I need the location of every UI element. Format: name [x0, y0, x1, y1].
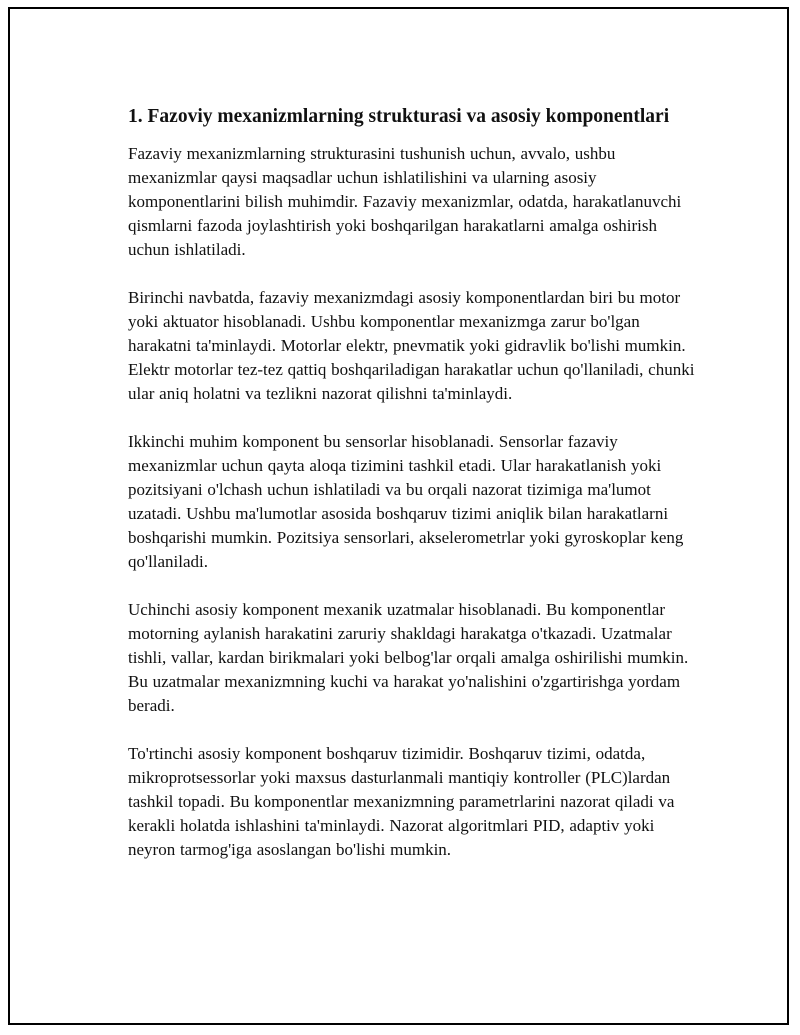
paragraph-intro: Fazaviy mexanizmlarning strukturasini tushunish uchun, avvalo, ushbu mexanizmlar qaysi maqsadlar uchun ishlatilishini va ularning asosiy komponentlarini bilish muhimdir. Fazaviy mexanizmlar, odatda, harakatlanuvchi qismlarni fazoda joylashtirish yoki boshqarilgan harakatlarni amalga oshirish uchun ishlatiladi.	[128, 144, 682, 259]
paragraph-mechanical-transmissions: Uchinchi asosiy komponent mexanik uzatmalar hisoblanadi. Bu komponentlar motorning aylanish harakatini zaruriy shakldagi harakatga o'tkazadi. Uzatmalar tishli, vallar, kardan birikmalari yoki belbog'lar orqali amalga oshirilishi mumkin. Bu uzatmalar mexanizmning kuchi va harakat yo'nalishini o'zgartirishga yordam beradi.	[128, 600, 689, 715]
paragraph-control-system: To'rtinchi asosiy komponent boshqaruv tizimidir. Boshqaruv tizimi, odatda, mikroprotsessorlar yoki maxsus dasturlanmali mantiqiy kontroller (PLC)lardan tashkil topadi. Bu komponentlar mexanizmning parametrlarini nazorat qiladi va kerakli holatda ishlashini ta'minlaydi. Nazorat algoritmlari PID, adaptiv yoki neyron tarmog'iga asoslangan bo'lishi mumkin.	[128, 744, 675, 859]
paragraph-motor-actuator: Birinchi navbatda, fazaviy mexanizmdagi asosiy komponentlardan biri bu motor yoki aktuator hisoblanadi. Ushbu komponentlar mexanizmga zarur bo'lgan harakatni ta'minlaydi. Motorlar elektr, pnevmatik yoki gidravlik bo'lishi mumkin. Elektr motorlar tez-tez qattiq boshqariladigan harakatlar uchun qo'llaniladi, chunki ular aniq holatni va tezlikni nazorat qilishni ta'minlaydi.	[128, 288, 695, 403]
section-title: 1. Fazoviy mexanizmlarning strukturasi va asosiy komponentlari	[128, 106, 670, 127]
document-content	[128, 103, 698, 886]
paragraph-sensors: Ikkinchi muhim komponent bu sensorlar hisoblanadi. Sensorlar fazaviy mexanizmlar uchun qayta aloqa tizimini tashkil etadi. Ular harakatlanish yoki pozitsiyani o'lchash uchun ishlatiladi va bu orqali nazorat tizimiga ma'lumot uzatadi. Ushbu ma'lumotlar asosida boshqaruv tizimi aniqlik bilan harakatlarni boshqarishi mumkin. Pozitsiya sensorlari, akselerometrlar yoki gyroskoplar keng qo'llaniladi.	[128, 432, 684, 571]
page-frame	[8, 7, 789, 1025]
